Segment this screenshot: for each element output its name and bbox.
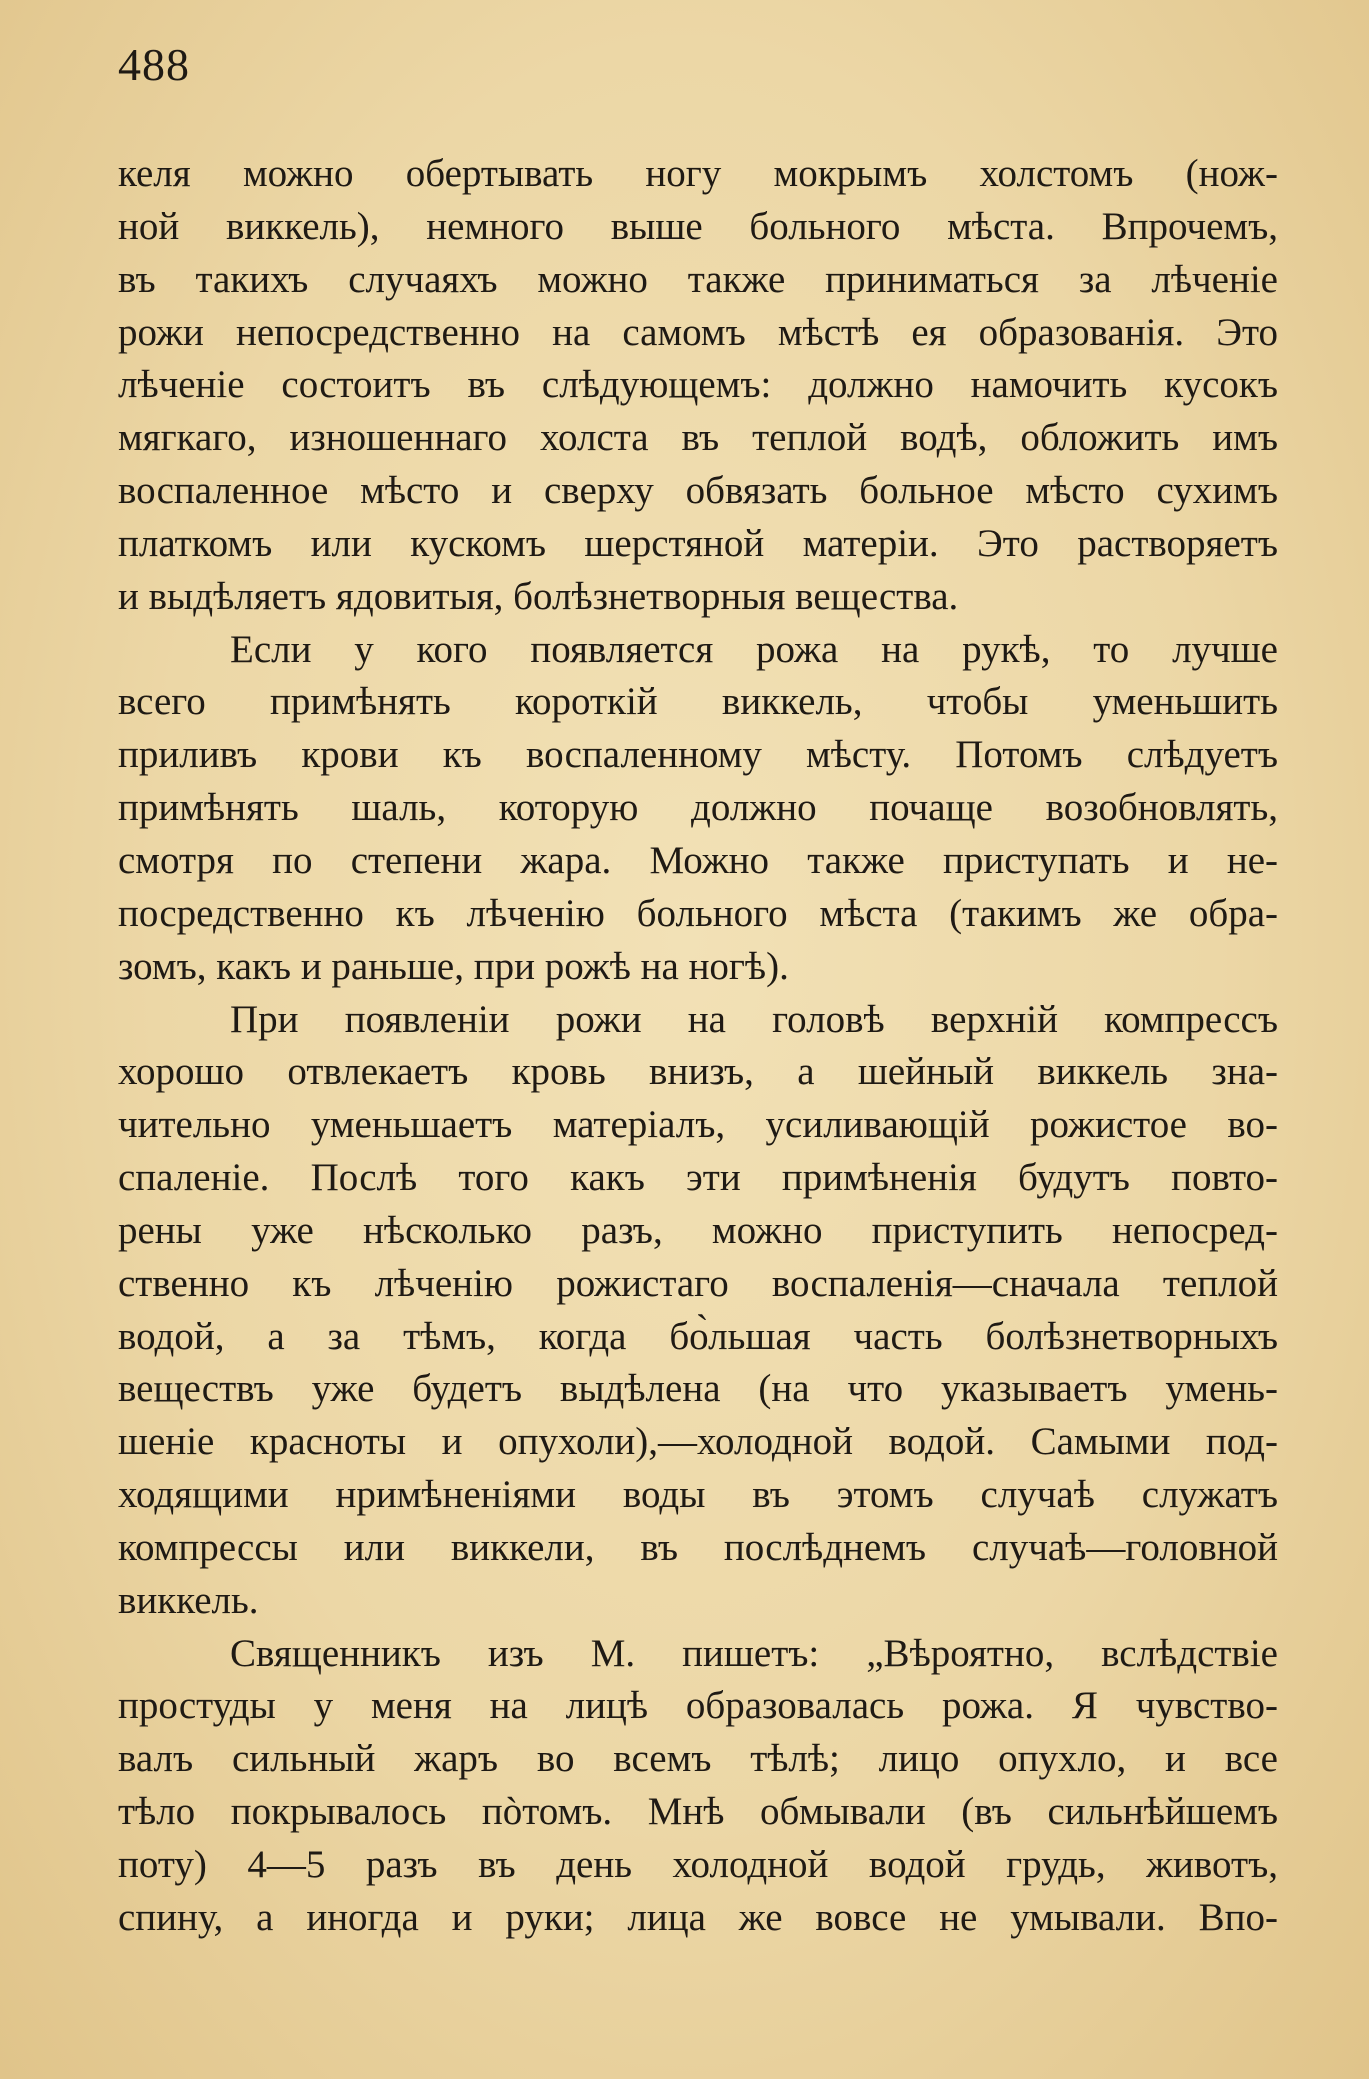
text-line: простуды у меня на лицѣ образовалась рожа. Я чувство- xyxy=(118,1684,1278,1728)
text-line: чительно уменьшаетъ матеріалъ, усиливающій рожистое во- xyxy=(118,1103,1278,1147)
text-line: ственно къ лѣченію рожистаго воспаленія—сначала теплой xyxy=(118,1261,1278,1305)
text-line: смотря по степени жара. Можно также приступать и не- xyxy=(118,838,1278,882)
text-line: Если у кого появляется рожа на рукѣ, то лучше xyxy=(230,627,1278,671)
paragraph xyxy=(118,994,1278,1628)
text-line: въ такихъ случаяхъ можно также приниматься за лѣченіе xyxy=(118,257,1278,301)
text-line: хорошо отвлекаетъ кровь внизъ, а шейный виккель зна- xyxy=(118,1050,1278,1094)
text-line: тѣло покрывалось пòтомъ. Мнѣ обмывали (въ сильнѣйшемъ xyxy=(118,1790,1278,1834)
text-line: платкомъ или кускомъ шерстяной матеріи. Это растворяетъ xyxy=(118,521,1278,565)
text-line: примѣнять шаль, которую должно почаще возобновлять, xyxy=(118,786,1278,830)
page-number: 488 xyxy=(118,39,190,90)
text-line: мягкаго, изношеннаго холста въ теплой водѣ, обложить имъ xyxy=(118,416,1278,460)
text-line: виккель. xyxy=(118,1578,259,1622)
text-line: спину, а иногда и руки; лица же вовсе не умывали. Впо- xyxy=(118,1895,1278,1939)
text-line: спаленіе. Послѣ того какъ эти примѣненія будутъ повто- xyxy=(118,1156,1278,1200)
text-line: веществъ уже будетъ выдѣлена (на что указываетъ умень- xyxy=(118,1367,1278,1411)
text-line: При появленіи рожи на головѣ верхній компрессъ xyxy=(230,997,1278,1041)
text-line: валъ сильный жаръ во всемъ тѣлѣ; лицо опухло, и все xyxy=(118,1737,1278,1781)
text-line: ходящими нримѣненіями воды въ этомъ случаѣ служатъ xyxy=(118,1473,1278,1517)
text-line: шеніе красноты и опухоли),—холодной водой. Самыми под- xyxy=(118,1420,1278,1464)
text-line: приливъ крови къ воспаленному мѣсту. Потомъ слѣдуетъ xyxy=(118,733,1278,777)
text-line: ной виккель), немного выше больного мѣста. Впрочемъ, xyxy=(118,204,1278,248)
text-line: келя можно обертывать ногу мокрымъ холстомъ (нож- xyxy=(118,152,1278,195)
text-line: всего примѣнять короткій виккель, чтобы уменьшить xyxy=(118,680,1278,724)
text-line: посредственно къ лѣченію больного мѣста (такимъ же обра- xyxy=(118,891,1278,935)
text-line: водой, а за тѣмъ, когда бо̀льшая часть болѣзнетворныхъ xyxy=(118,1314,1278,1358)
paragraph xyxy=(118,1628,1278,1945)
text-line: компрессы или виккели, въ послѣднемъ случаѣ—головной xyxy=(118,1525,1278,1569)
paragraph xyxy=(118,148,1278,624)
text-line: и выдѣляетъ ядовитыя, болѣзнетворныя вещества. xyxy=(118,574,959,618)
text-line: зомъ, какъ и раньше, при рожѣ на ногѣ). xyxy=(118,944,789,988)
text-line: рожи непосредственно на самомъ мѣстѣ ея образованія. Это xyxy=(118,310,1278,354)
text-line: поту) 4—5 разъ въ день холодной водой грудь, животъ, xyxy=(118,1843,1278,1886)
text-line: лѣченіе состоитъ въ слѣдующемъ: должно намочить кусокъ xyxy=(118,363,1278,407)
text-line: воспаленное мѣсто и сверху обвязать больное мѣсто сухимъ xyxy=(118,469,1278,513)
paragraph xyxy=(118,624,1278,994)
text-line: рены уже нѣсколько разъ, можно приступить непосред- xyxy=(118,1208,1278,1252)
text-line: Священникъ изъ М. пишетъ: „Вѣроятно, вслѣдствіе xyxy=(230,1631,1278,1675)
body-text xyxy=(118,148,1278,1945)
